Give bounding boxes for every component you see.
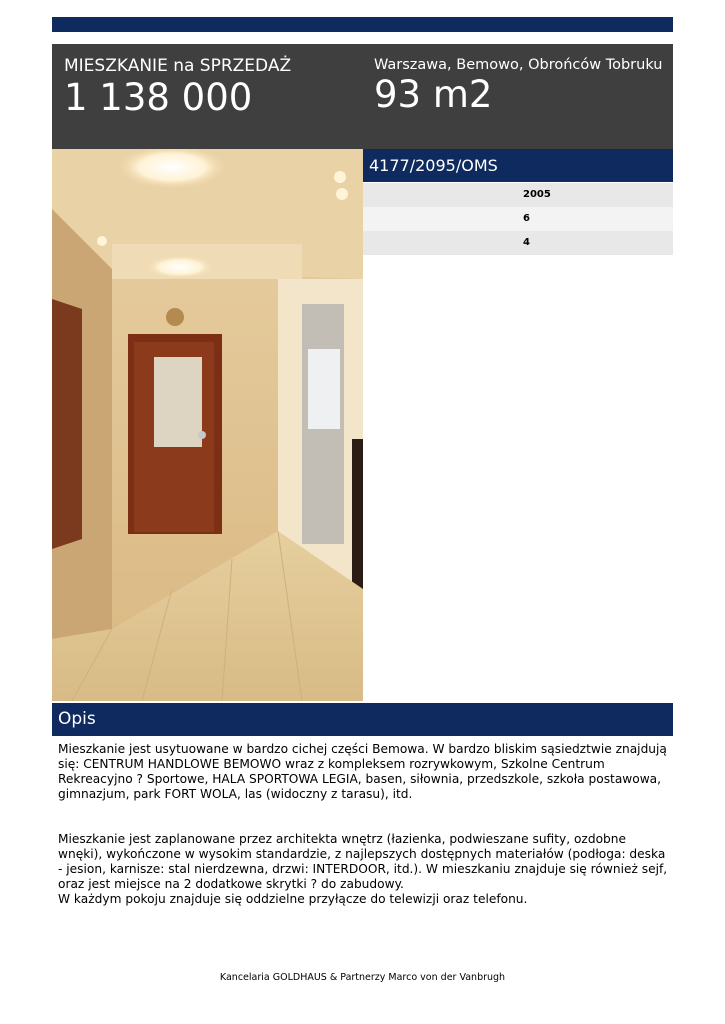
detail-value: 4 — [523, 237, 530, 248]
description-paragraph: Mieszkanie jest zaplanowane przez architekta wnętrz (łazienka, podwieszane sufity, ozdobne wnęki), wykończone w wysokim standardzie, z najlepszych dostępnych materiałów (podłoga: deska - jesion, karnisze: stal nierdzewna, drzwi: INTERDOOR, itd.). W mieszkaniu znajduje się również sejf, oraz jest miejsce na 2 dodatkowe skrytki ? do zabudowy. W każdym pokoju znajduje się oddzielne przyłącze do telewizji oraz telefonu. — [58, 832, 668, 906]
description-heading-bar — [52, 703, 673, 736]
listing-area: 93 m2 — [374, 73, 493, 116]
listing-header — [52, 44, 673, 149]
description-paragraph: Mieszkanie jest usytuowane w bardzo cichej części Bemowa. W bardzo bliskim sąsiedztwie znajdują się: CENTRUM HANDLOWE BEMOWO wraz z kompleksem rozrywkowym, Szkolne Centrum Rekreacyjno ? Sportowe, HALA SPORTOWA LEGIA, basen, siłownia, przedszkole, szkoła postawowa, gimnazjum, park FORT WOLA, las (widoczny z tarasu), itd. — [58, 742, 667, 801]
footer-text: Kancelaria GOLDHAUS & Partnerzy Marco von der Vanbrugh — [219, 972, 506, 983]
reference-bar — [363, 149, 673, 182]
top-accent-bar — [52, 17, 673, 32]
listing-location: Warszawa, Bemowo, Obrońców Tobruku — [374, 57, 663, 73]
detail-row-rooms — [363, 207, 673, 231]
listing-type: MIESZKANIE na SPRZEDAŻ — [64, 56, 292, 76]
apartment-photo — [52, 149, 363, 701]
details-table — [363, 183, 673, 255]
detail-value: 6 — [523, 213, 530, 224]
reference-number: 4177/2095/OMS — [369, 156, 498, 175]
detail-value: 2005 — [523, 189, 551, 200]
listing-price: 1 138 000 — [64, 76, 253, 119]
description-heading: Opis — [58, 709, 96, 729]
detail-row-year — [363, 183, 673, 207]
description-body — [58, 742, 670, 937]
header-right — [374, 56, 664, 115]
detail-row-floor — [363, 231, 673, 255]
header-left — [64, 56, 354, 118]
